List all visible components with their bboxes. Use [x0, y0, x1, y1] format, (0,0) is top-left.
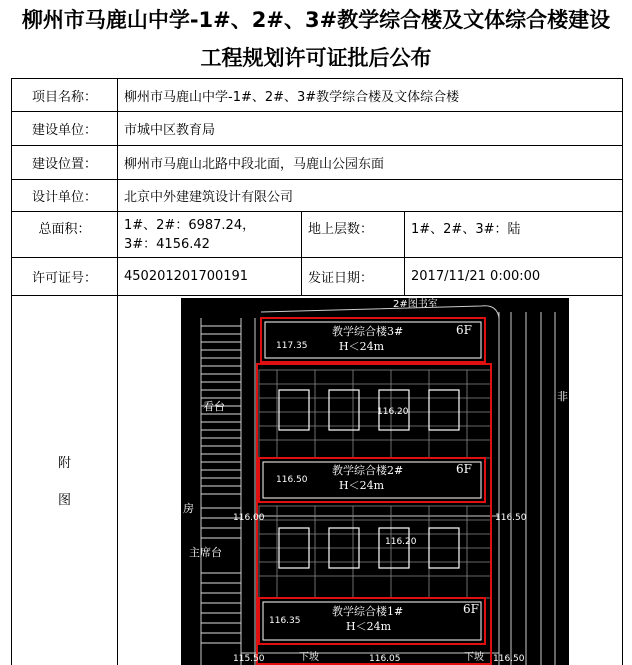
building-2-height: H＜24m [339, 479, 385, 492]
total-area-label: 总面积： [12, 212, 118, 258]
building-1-name: 教学综合楼1# [332, 605, 404, 618]
elevation-right: 116.50 [495, 513, 527, 523]
total-area-line2: 3#：4156.42 [124, 236, 210, 252]
label-fei: 非 [557, 390, 568, 403]
designer-value: 北京中外建建筑设计有限公司 [118, 180, 623, 212]
top-label-text: 2#图书室 [393, 299, 438, 310]
attachment-label-1: 附 [57, 456, 71, 472]
building-3-floors: 6F [456, 323, 472, 337]
room-boxes-1 [279, 390, 459, 430]
building-3-elevation: 117.35 [276, 341, 308, 351]
elevation-mid-2: 116.20 [385, 537, 417, 547]
label-zhuxitai: 主席台 [189, 546, 222, 559]
building-3-height: H＜24m [339, 340, 385, 353]
building-1-height: H＜24m [346, 620, 392, 633]
building-2-name: 教学综合楼2# [332, 464, 404, 477]
grid-area-1 [259, 370, 491, 458]
elevation-bottom-2: 116.05 [369, 654, 401, 664]
location-label: 建设位置： [12, 146, 118, 180]
total-area-line1: 1#、2#：6987.24， [124, 217, 256, 233]
builder-label: 建设单位： [12, 112, 118, 146]
building-1-elevation: 116.35 [269, 616, 301, 626]
building-3-name: 教学综合楼3# [332, 325, 404, 338]
floors-label: 地上层数： [302, 212, 405, 258]
label-fang: 房 [183, 502, 194, 515]
stadium-stripes [201, 326, 241, 643]
grid-area-2 [259, 506, 491, 598]
elevation-mid-1: 116.20 [377, 407, 409, 417]
label-xiapo-2: 下坡 [464, 652, 484, 663]
building-2-elevation: 116.50 [276, 475, 308, 485]
elevation-bottom-1: 115.50 [233, 654, 265, 664]
project-name-label: 项目名称： [12, 79, 118, 112]
attachment-label-cell [12, 296, 118, 665]
label-kantai: 看台 [203, 400, 225, 413]
site-plan-svg [181, 298, 569, 665]
attachment-label-2: 图 [57, 493, 71, 509]
building-1-floors: 6F [463, 602, 479, 616]
elevation-bottom-3: 116.50 [493, 654, 525, 664]
elevation-left: 116.00 [233, 513, 265, 523]
label-xiapo-1: 下坡 [299, 652, 319, 663]
permit-number-value: 450201201700191 [118, 258, 302, 296]
page-title-line1: 柳州市马鹿山中学-1#、2#、3#教学综合楼及文体综合楼建设 [21, 8, 611, 32]
floors-value: 1#、2#、3#：陆 [405, 212, 623, 258]
total-area-value [118, 212, 302, 258]
designer-label: 设计单位： [12, 180, 118, 212]
building-2-floors: 6F [456, 462, 472, 476]
project-name-value: 柳州市马鹿山中学-1#、2#、3#教学综合楼及文体综合楼 [118, 79, 623, 112]
builder-value: 市城中区教育局 [118, 112, 623, 146]
issue-date-label: 发证日期： [302, 258, 405, 296]
page-title-line2: 工程规划许可证批后公布 [200, 46, 432, 70]
issue-date-value: 2017/11/21 0:00:00 [405, 258, 623, 296]
permit-number-label: 许可证号： [12, 258, 118, 296]
site-plan-drawing [181, 298, 569, 665]
location-value: 柳州市马鹿山北路中段北面，马鹿山公园东面 [118, 146, 623, 180]
